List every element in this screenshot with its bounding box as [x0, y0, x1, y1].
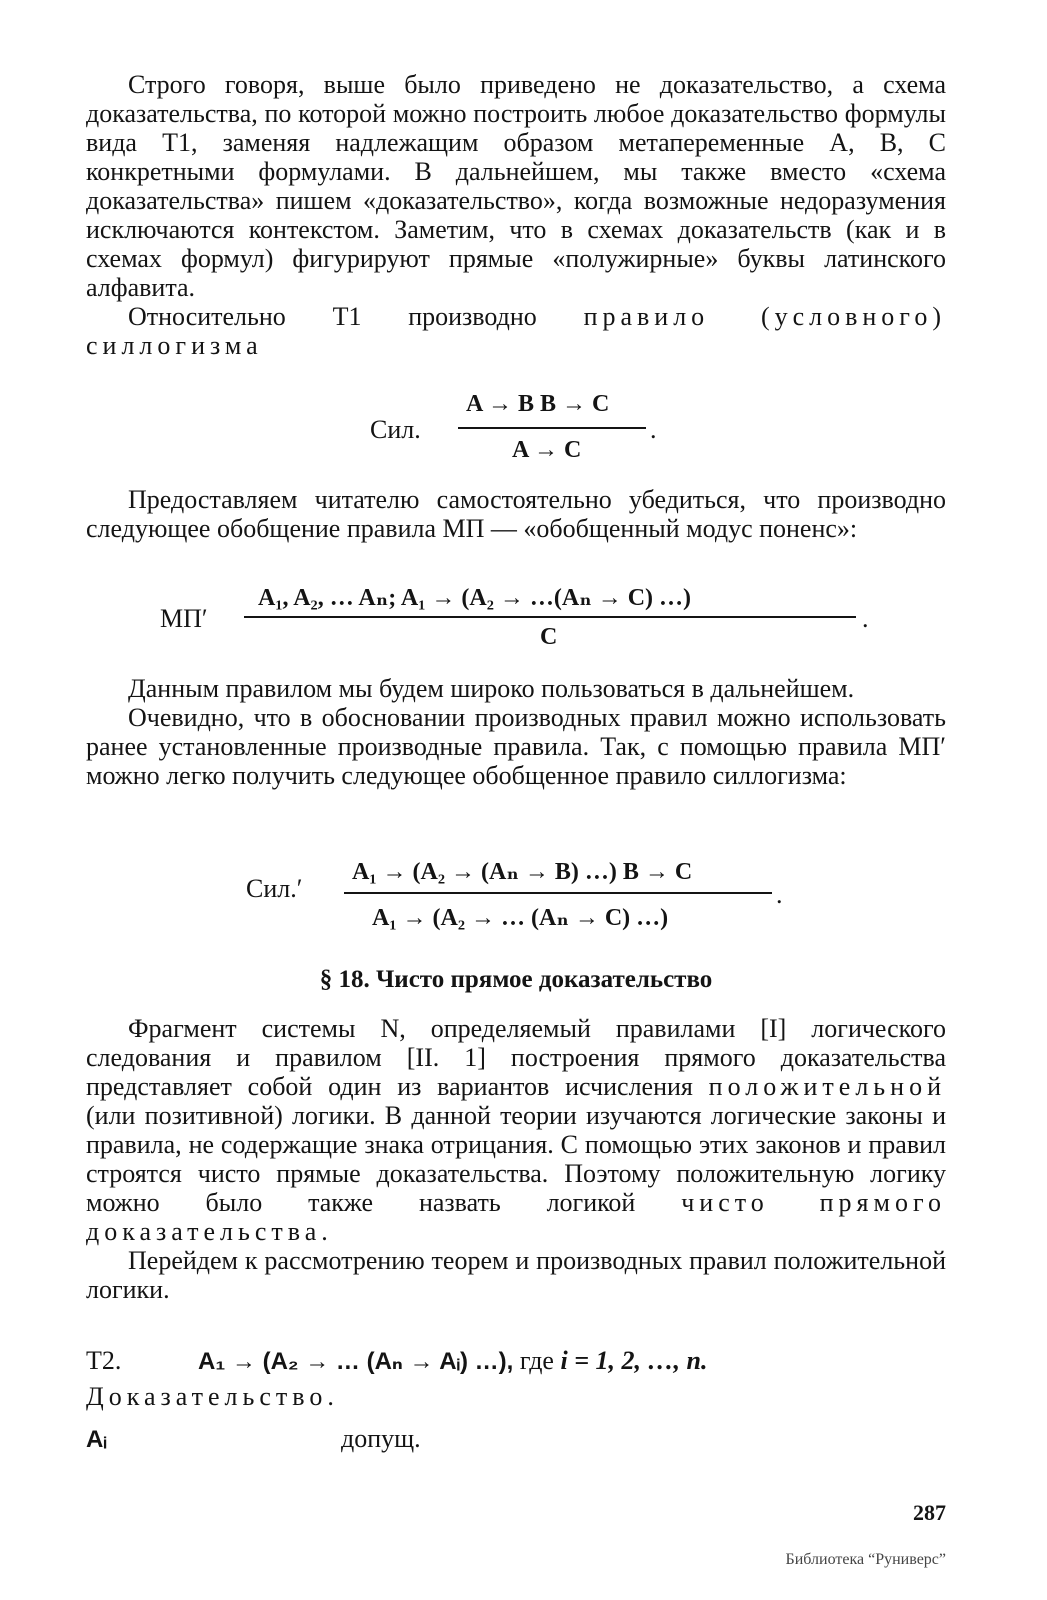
paragraph-usage: [86, 674, 946, 790]
rule-syllogism-name: Сил.: [370, 415, 421, 444]
library-footer: Библиотека “Руниверс”: [785, 1551, 946, 1568]
paragraph-4: Данным правилом мы будем широко пользоваться в дальнейшем.: [128, 674, 855, 703]
paragraph-2: [86, 302, 946, 360]
paragraph-2-text: Относительно Т1 производно: [128, 302, 584, 331]
paragraph-6-part-c: (или позитивной) логики. В данной теории изучаются логические законы и правила, не содержащие знака отрицания. С помощью этих законов и правил строятся чисто прямые доказательства. Поэтому положительную логику можно было также назвать логикой: [86, 1101, 946, 1217]
page-number: 287: [913, 1500, 946, 1525]
theorem-label: Т2.: [86, 1346, 122, 1375]
paragraph-section: [86, 1014, 946, 1304]
paragraph-2-spaced: правило (условного) силлогизма: [86, 302, 946, 360]
rule-syllogism-numerator: A → B B → C: [466, 391, 610, 417]
rule-mp-numerator: A₁, A₂, … Aₙ; A₁ → (A₂ → …(Aₙ → C) …): [258, 585, 692, 611]
paragraph-1: Строго говоря, выше было приведено не доказательство, а схема доказательства, по которой можно построить любое доказательство формулы вида Т1, заменяя надлежащим образом метапеременные А, В, С конкретными формулами. В дальнейшем, мы также вместо «схема доказательства» пишем «доказательство», когда возможные недоразумения исключаются контекстом. Заметим, что в схемах доказательств (как и в схемах формул) фигурируют прямые «полужирные» буквы латинского алфавита.: [86, 70, 946, 302]
rule-syllogism-denominator: A → C: [512, 437, 582, 463]
rule-mp-denominator: C: [540, 624, 558, 650]
proof-line-1: [86, 1424, 421, 1454]
theorem-formula: A₁ → (A₂ → … (Aₙ → Aᵢ) …),: [198, 1348, 514, 1375]
section-heading: § 18. Чисто прямое доказательство: [319, 966, 713, 993]
paragraph-6-spaced-d: чисто прямого доказательства.: [86, 1188, 946, 1246]
proof-justification: допущ.: [341, 1424, 421, 1453]
rule-syl2-end: .: [776, 880, 783, 909]
paragraph-7: Перейдем к рассмотрению теорем и производных правил положительной логики.: [86, 1246, 946, 1304]
paragraph-6: [86, 1014, 946, 1246]
theorem-condition: i = 1, 2, …, n.: [560, 1346, 708, 1375]
paragraph-generalization: [86, 485, 946, 543]
rule-generalized-syllogism: [0, 852, 1047, 942]
rule-mp-bar: [244, 616, 856, 618]
paragraph-6-part-a: Фрагмент системы N, определяемый правилами [I] логического следования и правилом [II. 1] построения прямого доказательства представляет собой один из вариантов исчисления: [86, 1014, 946, 1101]
rule-syl2-denominator: A₁ → (A₂ → … (Aₙ → C) …): [372, 905, 669, 931]
rule-syllogism: [0, 385, 1047, 475]
paragraph-6-spaced-b: положительной: [708, 1072, 946, 1101]
proof-formula: Aᵢ: [86, 1426, 107, 1453]
paragraph-intro: [86, 70, 946, 360]
rule-mp-end: .: [862, 604, 869, 633]
rule-mp-name: МП′: [160, 604, 208, 633]
rule-syl2-name: Сил.′: [246, 874, 303, 903]
paragraph-5: Очевидно, что в обосновании производных правил можно использовать ранее установленные производные правила. Так, с помощью правила МП′ можно легко получить следующее обобщенное правило силлогизма:: [86, 703, 946, 790]
theorem-t2: [86, 1346, 707, 1376]
paragraph-3: Предоставляем читателю самостоятельно убедиться, что производно следующее обобщение правила МП — «обобщенный модус поненс»:: [86, 485, 946, 543]
rule-syllogism-bar: [458, 427, 646, 429]
theorem-where: где: [519, 1346, 554, 1375]
rule-syl2-bar: [344, 892, 772, 894]
proof-label: Доказательство.: [86, 1382, 339, 1411]
rule-modus-ponens: [0, 580, 1047, 660]
rule-syl2-numerator: A₁ → (A₂ → (Aₙ → B) …) B → C: [352, 859, 693, 885]
rule-syllogism-end: .: [650, 415, 657, 444]
